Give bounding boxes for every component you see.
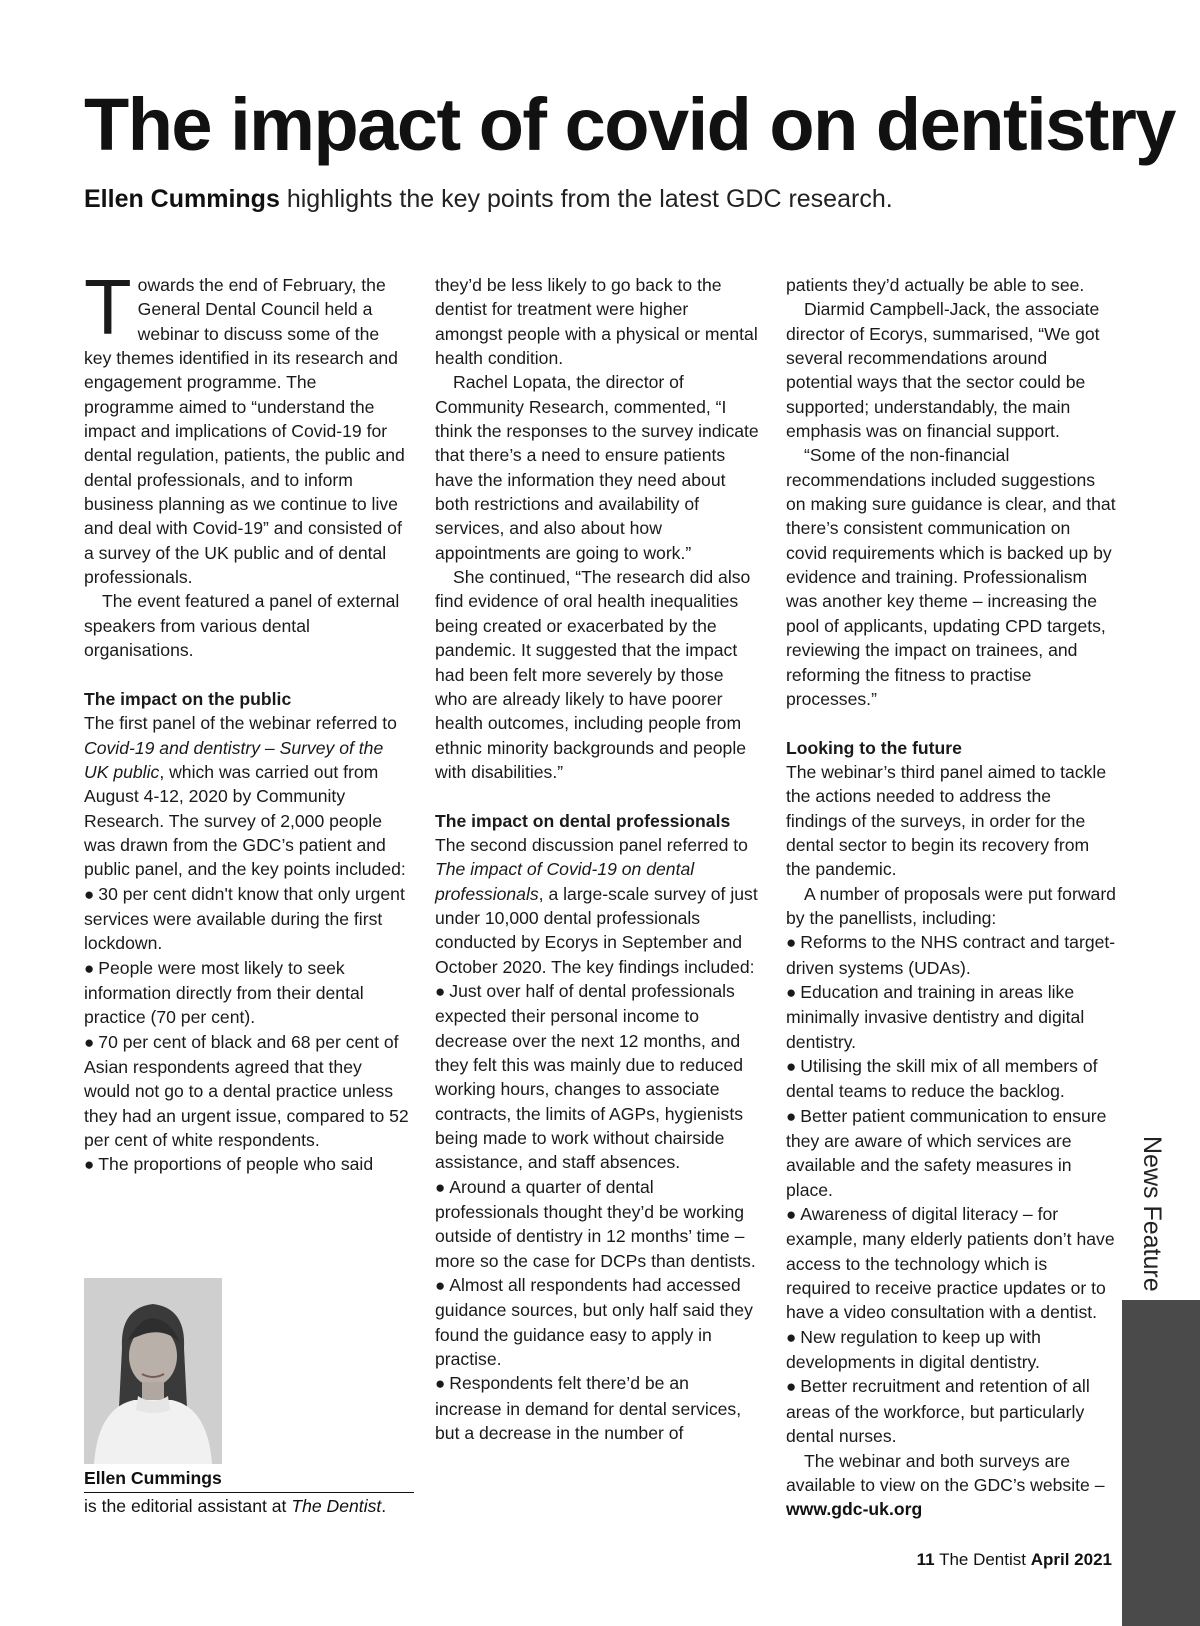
bullet-item	[786, 1054, 1116, 1104]
paragraph: The webinar’s third panel aimed to tackle the actions needed to address the findings of the surveys, in order for the dental sector to begin its recovery from the pandemic.	[786, 761, 1107, 880]
gdc-website-link[interactable]: www.gdc-uk.org	[786, 1499, 923, 1520]
intro-paragraph	[84, 263, 409, 589]
section-tab-label: News Feature	[1138, 1136, 1166, 1292]
bullet-icon: ●	[84, 1155, 95, 1175]
paragraph: Rachel Lopata, the director of Community Research, commented, “I think the responses to the survey indicate that there’s a need to ensure patients have the information they need about both restrictions and availability of services, and also about how appointments are going to work.”	[435, 372, 759, 563]
paragraph: Diarmid Campbell-Jack, the associate director of Ecorys, summarised, “We got several recommendations around potential ways that the sector could be supported; understandably, the main emphasis was on financial support.	[786, 299, 1100, 442]
section-tab	[1108, 1136, 1200, 1296]
article-column-3	[786, 273, 1116, 1522]
article-column-2	[435, 273, 760, 1446]
publication-name: The Dentist	[291, 1496, 382, 1516]
bullet-text: Better recruitment and retention of all areas of the workforce, but particularly dental nurses.	[786, 1376, 1090, 1447]
bullet-item	[786, 930, 1116, 980]
paragraph: they’d be less likely to go back to the dentist for treatment were higher amongst people with a physical or mental health condition.	[435, 275, 758, 369]
bullet-item	[435, 1371, 760, 1445]
headline: The impact of covid on dentistry	[84, 83, 1175, 166]
bullet-icon: ●	[435, 1374, 446, 1394]
survey-title: Covid-19 and dentistry – Survey of the UK public	[84, 737, 384, 782]
bullet-icon: ●	[786, 1106, 797, 1126]
page-footer	[880, 1550, 1112, 1570]
text-run: , which was carried out from August 4-12, 2020 by Community Research. The survey of 2,000 people was drawn from the GDC’s patient and public panel, and the key points included:	[84, 761, 406, 880]
intro-text: owards the end of February, the General Dental Council held a webinar to discuss some of the key themes identified in its research and engagement programme. The programme aimed to “understand the impact and implications of Covid-19 for dental regulation, patients, the public and dental professionals, and to inform business planning as we continue to live and deal with Covid-19” and consisted of a survey of the UK public and of dental professionals.	[84, 275, 405, 588]
bullet-icon: ●	[84, 884, 95, 904]
bullet-text: 30 per cent didn't know that only urgent services were available during the first lockdown.	[84, 883, 405, 954]
bullet-icon: ●	[786, 1205, 797, 1225]
author-photo	[84, 1278, 222, 1464]
subheading-future: Looking to the future	[786, 737, 962, 758]
bullet-text: People were most likely to seek information directly from their dental practice (70 per cent).	[84, 957, 364, 1028]
paragraph: The event featured a panel of external speakers from various dental organisations.	[84, 591, 400, 661]
text-run: The webinar and both surveys are available to view on the GDC’s website –	[786, 1450, 1105, 1495]
bullet-item	[84, 1030, 409, 1153]
bullet-text: Reforms to the NHS contract and target-driven systems (UDAs).	[786, 932, 1116, 978]
subheading-professionals: The impact on dental professionals	[435, 810, 731, 831]
paragraph	[435, 833, 760, 979]
issue-date: April 2021	[1030, 1550, 1112, 1569]
bullet-item	[786, 1202, 1116, 1325]
bullet-icon: ●	[435, 1177, 446, 1197]
article-column-1	[84, 263, 409, 1178]
paragraph: She continued, “The research did also find evidence of oral health inequalities being created or exacerbated by the pandemic. It suggested that the impact had been felt more severely by those who are already likely to have poorer health outcomes, including people from ethnic minority backgrounds and people with disabilities.”	[435, 567, 751, 782]
bullet-item	[84, 1152, 409, 1177]
paragraph: A number of proposals were put forward by the panellists, including:	[786, 883, 1116, 928]
bullet-icon: ●	[84, 1032, 95, 1052]
bullet-text: Respondents felt there’d be an increase in demand for dental services, but a decrease in the number of	[435, 1373, 742, 1444]
section-bar	[1122, 1300, 1200, 1626]
bullet-text: Education and training in areas like minimally invasive dentistry and digital dentistry.	[786, 981, 1085, 1052]
bullet-text: Just over half of dental professionals expected their personal income to decrease over the next 12 months, and they felt this was mainly due to reduced working hours, changes to associate contracts, the limits of AGPs, hygienists being made to work without chairside assistance, and staff absences.	[435, 980, 744, 1173]
text-run: The second discussion panel referred to	[435, 834, 748, 855]
bullet-icon: ●	[786, 1057, 797, 1076]
standfirst-author: Ellen Cummings	[84, 185, 280, 213]
publication-title: The Dentist	[939, 1550, 1026, 1569]
bio-text	[84, 1494, 414, 1518]
bullet-item	[435, 1273, 760, 1371]
text-run: is the editorial assistant at	[84, 1496, 292, 1516]
subheading-public: The impact on the public	[84, 688, 292, 709]
bullet-item	[84, 882, 409, 956]
bullet-item	[786, 1104, 1116, 1202]
text-run: , a large-scale survey of just under 10,000 dental professionals conducted by Ecorys in September and October 2020. The key findings included:	[435, 883, 758, 977]
bullet-item	[786, 980, 1116, 1054]
paragraph	[786, 1449, 1116, 1522]
bullet-text: The proportions of people who said	[98, 1154, 374, 1175]
bullet-text: Awareness of digital literacy – for example, many elderly patients don’t have access to the technology which is required to receive practice updates or to have a video consultation with a dentist.	[786, 1204, 1115, 1323]
bullet-text: Almost all respondents had accessed guidance sources, but only half said they found the guidance easy to apply in practise.	[435, 1275, 753, 1370]
bullet-icon: ●	[786, 1377, 797, 1397]
bullet-icon: ●	[84, 958, 95, 978]
standfirst	[84, 184, 893, 214]
bullet-icon: ●	[786, 933, 797, 953]
text-run: The first panel of the webinar referred to	[84, 713, 397, 734]
bullet-text: New regulation to keep up with developments in digital dentistry.	[786, 1326, 1041, 1373]
bullet-text: 70 per cent of black and 68 per cent of Asian respondents agreed that they would not go to a dental practice unless they had an urgent issue, compared to 52 per cent of white respondents.	[84, 1031, 409, 1151]
bullet-text: Utilising the skill mix of all members of dental teams to reduce the backlog.	[786, 1056, 1098, 1102]
bullet-item	[435, 1175, 760, 1273]
standfirst-text: highlights the key points from the latest GDC research.	[286, 185, 893, 213]
bio-name: Ellen Cummings	[84, 1466, 414, 1493]
bullet-item	[786, 1374, 1116, 1448]
survey-title: The impact of Covid-19 on dental professionals	[435, 859, 695, 904]
paragraph	[84, 711, 409, 881]
page-number: 11	[916, 1550, 935, 1569]
paragraph: patients they’d actually be able to see.	[786, 275, 1085, 295]
bullet-icon: ●	[786, 1327, 797, 1347]
bullet-icon: ●	[786, 982, 797, 1002]
bullet-text: Better patient communication to ensure they are aware of which services are available and the safety measures in place.	[786, 1105, 1107, 1200]
bullet-item	[435, 979, 760, 1175]
bullet-icon: ●	[435, 1276, 446, 1296]
bullet-item	[84, 956, 409, 1030]
drop-cap: T	[84, 263, 132, 351]
bullet-text: Around a quarter of dental professionals thought they’d be working outside of dentistry in 12 months’ time – more so the case for DCPs than dentists.	[435, 1176, 756, 1271]
paragraph: “Some of the non-financial recommendations included suggestions on making sure guidance is clear, and that there’s consistent communication on covid requirements which is backed up by evidence and training. Professionalism was another key theme – increasing the pool of applicants, updating CPD targets, reviewing the impact on trainees, and reforming the fitness to practise processes.”	[786, 445, 1116, 709]
text-run: .	[381, 1496, 387, 1516]
bullet-item	[786, 1325, 1116, 1375]
bullet-icon: ●	[435, 981, 446, 1001]
